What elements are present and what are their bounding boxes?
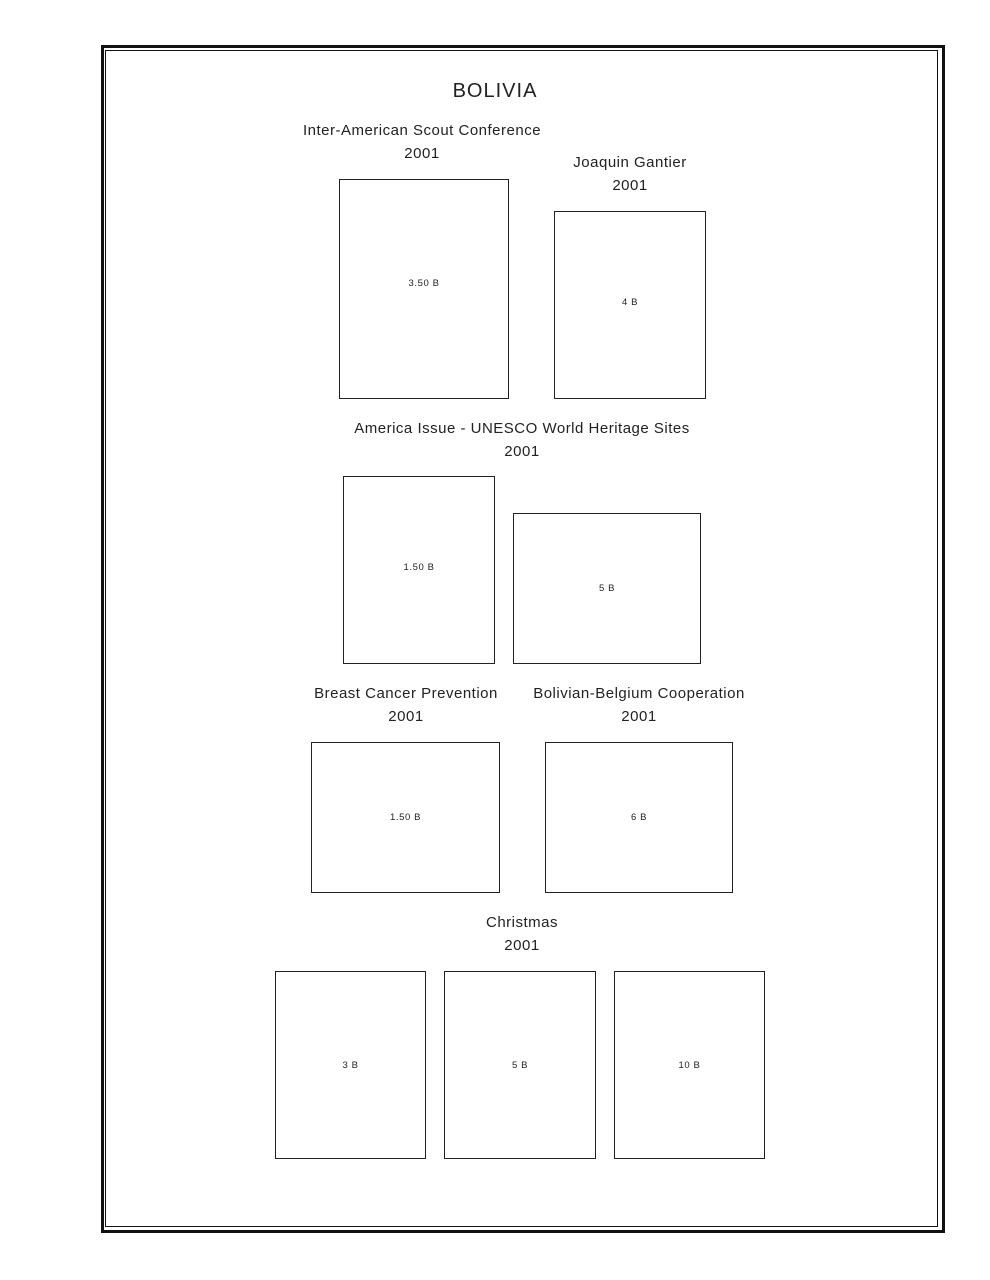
set-name: Christmas xyxy=(485,914,559,931)
stamp-denomination: 6 B xyxy=(630,812,648,823)
stamp-box-gantier-1 xyxy=(554,211,706,399)
set-heading-joaquin-gantier xyxy=(573,151,686,197)
stamp-box-scout-1 xyxy=(339,179,509,399)
set-name: Joaquin Gantier xyxy=(573,154,687,171)
stamp-box-christmas-3 xyxy=(614,971,765,1159)
stamp-denomination: 3 B xyxy=(342,1059,359,1071)
set-year: 2001 xyxy=(621,708,657,725)
stamp-box-christmas-1 xyxy=(275,971,426,1159)
set-heading-scout-conference xyxy=(303,119,541,165)
stamp-denomination: 1.50 B xyxy=(389,812,422,823)
set-year: 2001 xyxy=(504,937,540,954)
set-heading-christmas xyxy=(486,911,558,957)
set-name: Bolivian-Belgium Cooperation xyxy=(533,685,745,702)
stamp-denomination: 3.50 B xyxy=(408,277,440,289)
set-year: 2001 xyxy=(612,177,648,194)
stamp-box-unesco-1 xyxy=(343,476,495,664)
set-year: 2001 xyxy=(404,145,440,162)
stamp-denomination: 4 B xyxy=(621,296,639,308)
stamp-denomination: 5 B xyxy=(511,1059,529,1071)
set-heading-bolivia-belgium xyxy=(533,682,745,728)
set-name: America Issue - UNESCO World Heritage Sites xyxy=(354,420,690,437)
stamp-denomination: 1.50 B xyxy=(403,561,435,573)
set-name: Breast Cancer Prevention xyxy=(314,685,498,702)
set-name: Inter-American Scout Conference xyxy=(302,122,542,139)
stamp-denomination: 5 B xyxy=(598,583,616,594)
stamp-box-christmas-2 xyxy=(444,971,596,1159)
page-title: BOLIVIA xyxy=(452,80,538,102)
set-year: 2001 xyxy=(504,443,540,460)
stamp-box-breast-cancer-1 xyxy=(311,742,500,893)
stamp-box-unesco-2 xyxy=(513,513,701,664)
stamp-denomination: 10 B xyxy=(678,1059,701,1071)
set-heading-breast-cancer xyxy=(314,682,498,728)
stamp-box-bolivia-belgium-1 xyxy=(545,742,733,893)
set-heading-america-unesco xyxy=(354,417,689,463)
set-year: 2001 xyxy=(388,708,424,725)
